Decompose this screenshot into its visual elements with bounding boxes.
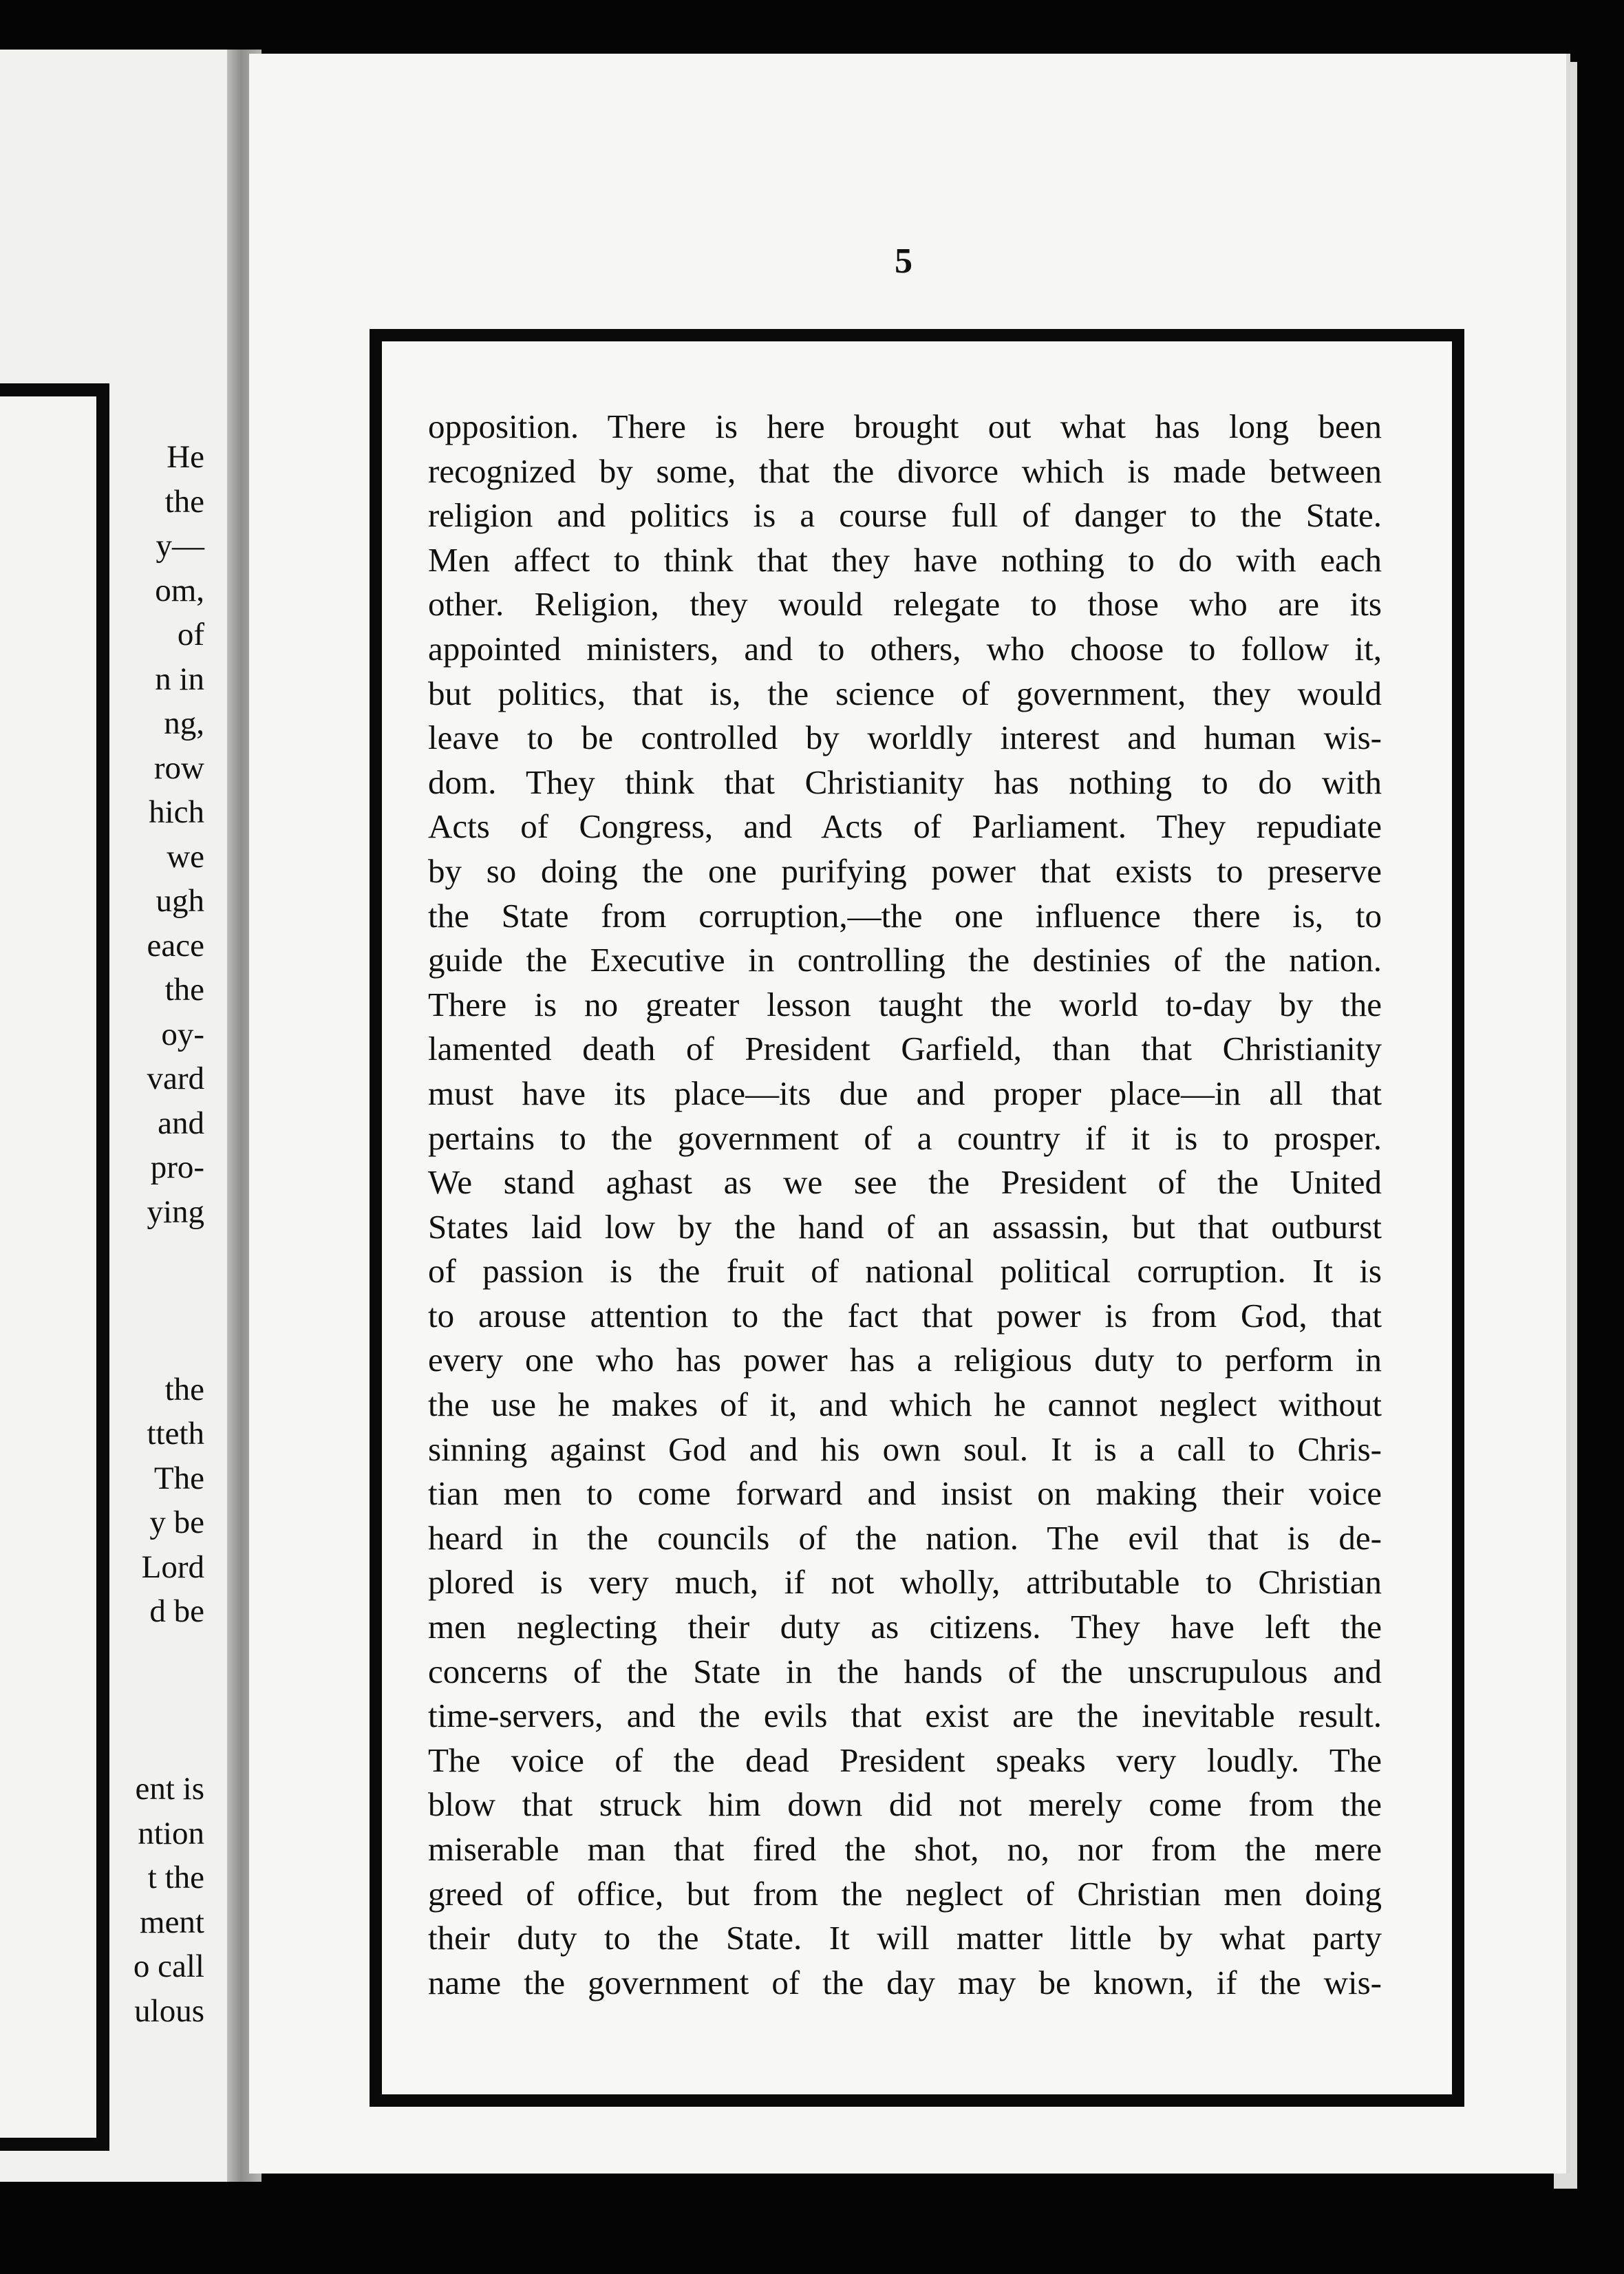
text-line: men neglecting their duty as citizens. They have left the xyxy=(428,1608,1382,1646)
previous-page-line: t the xyxy=(147,1860,204,1895)
text-line: The voice of the dead President speaks very loudly. The xyxy=(428,1741,1382,1779)
previous-page-line: He xyxy=(167,439,204,475)
text-line: but politics, that is, the science of government, they would xyxy=(428,674,1382,712)
text-line: opposition. There is here brought out what has long been xyxy=(428,407,1382,445)
previous-page-line: oy- xyxy=(161,1016,204,1052)
previous-page-line: Lord xyxy=(141,1549,204,1585)
text-line: There is no greater lesson taught the world to-day by the xyxy=(428,985,1382,1023)
text-line: pertains to the government of a country if it is to prosper. xyxy=(428,1118,1382,1157)
text-line: name the government of the day may be known, if the wis- xyxy=(428,1963,1382,2001)
text-line: every one who has power has a religious duty to perform in xyxy=(428,1341,1382,1379)
text-line: We stand aghast as we see the President of the United xyxy=(428,1163,1382,1202)
previous-page-line: we xyxy=(167,838,204,875)
text-line: time-servers, and the evils that exist are the inevitable result. xyxy=(428,1697,1382,1735)
previous-page-line: row xyxy=(153,750,204,786)
text-line: Acts of Congress, and Acts of Parliament. They repudiate xyxy=(428,807,1382,846)
text-line: of passion is the fruit of national political corruption. It is xyxy=(428,1252,1382,1290)
previous-page-line: d be xyxy=(149,1593,204,1629)
text-line: the use he makes of it, and which he cannot neglect without xyxy=(428,1385,1382,1424)
text-border-frame xyxy=(370,329,1464,2107)
text-line: heard in the councils of the nation. The evil that is de- xyxy=(428,1518,1382,1557)
page-number xyxy=(249,241,1570,281)
text-line: leave to be controlled by worldly interest and human wis- xyxy=(428,719,1382,757)
previous-page-line: the xyxy=(164,1371,204,1407)
previous-page-line: hich xyxy=(149,794,204,830)
text-line: plored is very much, if not wholly, attributable to Christian xyxy=(428,1563,1382,1602)
text-line: Men affect to think that they have nothing to do with each xyxy=(428,540,1382,579)
text-line: to arouse attention to the fact that power is from God, that xyxy=(428,1296,1382,1335)
text-line: religion and politics is a course full of danger to the State. xyxy=(428,496,1382,535)
text-line: by so doing the one purifying power that exists to preserve xyxy=(428,851,1382,890)
text-line: recognized by some, that the divorce which is made between xyxy=(428,451,1382,490)
text-line: sinning against God and his own soul. It is a call to Chris- xyxy=(428,1430,1382,1468)
text-line: must have its place—its due and proper place—in all that xyxy=(428,1074,1382,1112)
previous-page-text xyxy=(101,435,204,2033)
body-text xyxy=(428,405,1382,2005)
previous-page-line: n in xyxy=(155,661,204,697)
text-line: guide the Executive in controlling the destinies of the nation. xyxy=(428,941,1382,979)
previous-page-line: y— xyxy=(156,528,204,564)
previous-page-line: ent is xyxy=(135,1771,204,1807)
previous-page-line: pro- xyxy=(150,1149,204,1185)
previous-page-line: vard xyxy=(147,1061,204,1096)
page-number-text: 5 xyxy=(895,242,912,281)
previous-page-line: ulous xyxy=(134,1993,204,2029)
text-line: States laid low by the hand of an assassin, but that outburst xyxy=(428,1207,1382,1246)
previous-page-line: o call xyxy=(133,1948,204,1984)
text-line: concerns of the State in the hands of the unscrupulous and xyxy=(428,1652,1382,1690)
text-line: their duty to the State. It will matter little by what party xyxy=(428,1919,1382,1957)
current-page xyxy=(249,54,1570,2174)
text-line: dom. They think that Christianity has nothing to do with xyxy=(428,763,1382,801)
previous-page-line: y be xyxy=(149,1505,204,1540)
text-line: other. Religion, they would relegate to those who are its xyxy=(428,585,1382,624)
previous-page-line: ying xyxy=(147,1193,204,1230)
previous-page-line: ntion xyxy=(138,1815,204,1851)
text-line: miserable man that fired the shot, no, nor from the mere xyxy=(428,1830,1382,1868)
previous-page-line: om, xyxy=(155,572,204,608)
previous-page-line: ng, xyxy=(164,705,204,741)
previous-page-line: of xyxy=(177,617,204,652)
previous-page-line: eace xyxy=(147,927,204,964)
previous-page-line: tteth xyxy=(147,1416,204,1452)
text-line: appointed ministers, and to others, who choose to follow it, xyxy=(428,629,1382,668)
text-line: blow that struck him down did not merely come from the xyxy=(428,1785,1382,1824)
previous-page xyxy=(0,50,237,2182)
text-line: greed of office, but from the neglect of Christian men doing xyxy=(428,1874,1382,1913)
previous-page-line: ugh xyxy=(156,883,204,919)
text-line: lamented death of President Garfield, than that Christianity xyxy=(428,1030,1382,1068)
previous-page-line: ment xyxy=(140,1904,204,1940)
previous-page-line: the xyxy=(164,483,204,520)
previous-page-line: and xyxy=(158,1105,204,1141)
previous-page-border xyxy=(0,383,109,2151)
text-line: the State from corruption,—the one influence there is, to xyxy=(428,896,1382,935)
previous-page-line: the xyxy=(164,972,204,1008)
text-line: tian men to come forward and insist on making their voice xyxy=(428,1474,1382,1513)
previous-page-line: The xyxy=(153,1460,204,1496)
